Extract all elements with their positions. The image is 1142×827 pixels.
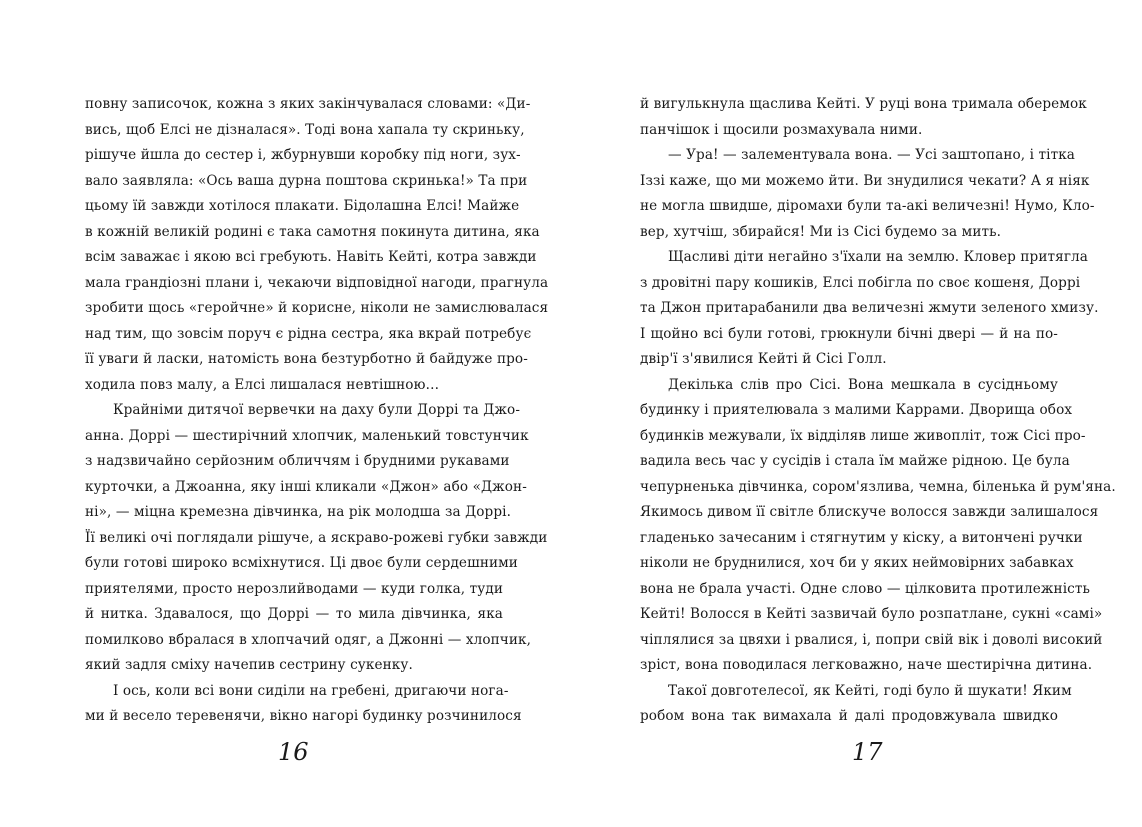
text-line: Такої довготелесої, як Кейті, годі було й шукати! Яким: [668, 682, 1072, 699]
left-page: [85, 92, 549, 730]
left-page-text: [85, 92, 549, 730]
text-line: — Ура! — залементувала вона. — Усі заштопано, і тітка: [668, 147, 1075, 163]
text-line: приятелями, просто нерозлийводами — куди голка, туди: [85, 580, 503, 597]
text-line: Її великі очі поглядали рішуче, а яскраво-рожеві губки завжди: [85, 529, 548, 546]
text-line: вер, хутчіш, збирайся! Ми із Сісі будемо за мить.: [640, 223, 1002, 240]
text-line: Якимось дивом її світле блискуче волосся завжди залишалося: [640, 504, 1099, 520]
text-line: вало заявляла: «Ось ваша дурна поштова скринька!» Та при: [85, 172, 528, 189]
text-line: двір'ї з'явилися Кейті й Сісі Голл.: [640, 351, 887, 367]
text-line: вись, щоб Елсі не дізналася». Тоді вона хапала ту скриньку,: [85, 121, 525, 138]
text-line: Кейті! Волосся в Кейті зазвичай було розпатлане, сукні «самі»: [640, 606, 1103, 622]
text-line: будинку і приятелювала з малими Каррами. Дворища обох: [640, 402, 1073, 418]
text-line: цьому їй завжди хотілося плакати. Бідолашна Елсі! Майже: [85, 198, 520, 214]
text-line: й нитка. Здавалося, що Доррі — то мила дівчинка, яка: [85, 606, 503, 622]
text-line: з надзвичайно серйозним обличчям і брудними рукавами: [85, 453, 510, 469]
text-line: чепурненька дівчинка, сором'язлива, чемна, біленька й рум'яна.: [640, 478, 1116, 495]
text-line: з дровітні пару кошиків, Елсі побігла по своє кошеня, Доррі: [640, 274, 1081, 291]
right-page: [640, 92, 1116, 730]
left-page-number: 16: [278, 738, 309, 766]
text-line: гладенько зачесаним і стягнутим у кіску, а витончені ручки: [640, 529, 1083, 546]
text-line: та Джон притарабанили два величезні жмути зеленого хмизу.: [640, 300, 1099, 316]
text-line: курточки, а Джоанна, яку інші кликали «Джон» або «Джон-: [85, 478, 527, 495]
text-line: всім заважає і якою всі гребують. Навіть Кейті, котра завжди: [85, 249, 537, 265]
text-line: й вигулькнула щаслива Кейті. У руці вона тримала оберемок: [640, 96, 1087, 112]
text-line: І щойно всі були готові, грюкнули бічні двері — й на по-: [640, 325, 1058, 342]
text-line: не могла швидше, діромахи були та-акі величезні! Нумо, Кло-: [640, 198, 1095, 214]
text-line: ми й весело теревенячи, вікно нагорі будинку розчинилося: [85, 708, 522, 724]
text-line: повну записочок, кожна з яких закінчувалася словами: «Ди-: [85, 96, 531, 112]
text-line: Крайніми дитячої вервечки на даху були Доррі та Джо-: [113, 402, 521, 418]
text-line: помилково вбралася в хлопчачий одяг, а Джонні — хлопчик,: [85, 631, 532, 648]
text-line: робом вона так вимахала й далі продовжувала швидко: [640, 708, 1058, 724]
text-line: зріст, вона поводилася легковажно, наче шестирічна дитина.: [640, 657, 1093, 673]
text-line: мала грандіозні плани і, чекаючи відповідної нагоди, прагнула: [85, 274, 549, 291]
text-line: ні», — міцна кремезна дівчинка, на рік молодша за Доррі.: [85, 504, 512, 520]
text-line: будинків межували, їх відділяв лише живопліт, тож Сісі про-: [640, 427, 1086, 444]
right-page-text: [640, 92, 1116, 730]
text-line: Іззі каже, що ми можемо йти. Ви знудилися чекати? А я ніяк: [640, 172, 1090, 189]
text-line: над тим, що зовсім поруч є рідна сестра, яка вкрай потребує: [85, 325, 532, 342]
text-line: в кожній великій родині є така самотня покинута дитина, яка: [85, 223, 540, 240]
text-line: вона не брала участі. Одне слово — цілковита протилежність: [640, 580, 1090, 597]
text-line: чіплялися за цвяхи і рвалися, і, попри свій вік і доволі високий: [640, 631, 1103, 648]
right-page-number: 17: [852, 738, 883, 766]
text-line: анна. Доррі — шестирічний хлопчик, маленький товстунчик: [85, 427, 529, 444]
text-line: І ось, коли всі вони сиділи на гребені, дригаючи нога-: [113, 682, 509, 699]
text-line: зробити щось «геройчне» й корисне, ніколи не замислювалася: [85, 300, 549, 316]
text-line: ходила повз малу, а Елсі лишалася невтішною…: [85, 376, 440, 393]
text-line: вадила весь час у сусідів і стала їм майже рідною. Це була: [640, 453, 1070, 469]
text-line: рішуче йшла до сестер і, жбурнувши коробку під ноги, зух-: [85, 147, 521, 163]
text-line: її уваги й ласки, натомість вона безтурботно й байдуже про-: [85, 351, 528, 367]
text-line: Щасливі діти негайно з'їхали на землю. Кловер притягла: [668, 249, 1088, 265]
text-line: панчішок і щосили розмахувала ними.: [640, 121, 923, 138]
text-line: ніколи не бруднилися, хоч би у яких неймовірних забавках: [640, 555, 1074, 571]
text-line: були готові широко всміхнутися. Ці двоє були сердешними: [85, 555, 518, 571]
text-line: Декілька слів про Сісі. Вона мешкала в сусідньому: [668, 376, 1058, 393]
text-line: який задля сміху начепив сестрину сукенку.: [85, 657, 413, 673]
